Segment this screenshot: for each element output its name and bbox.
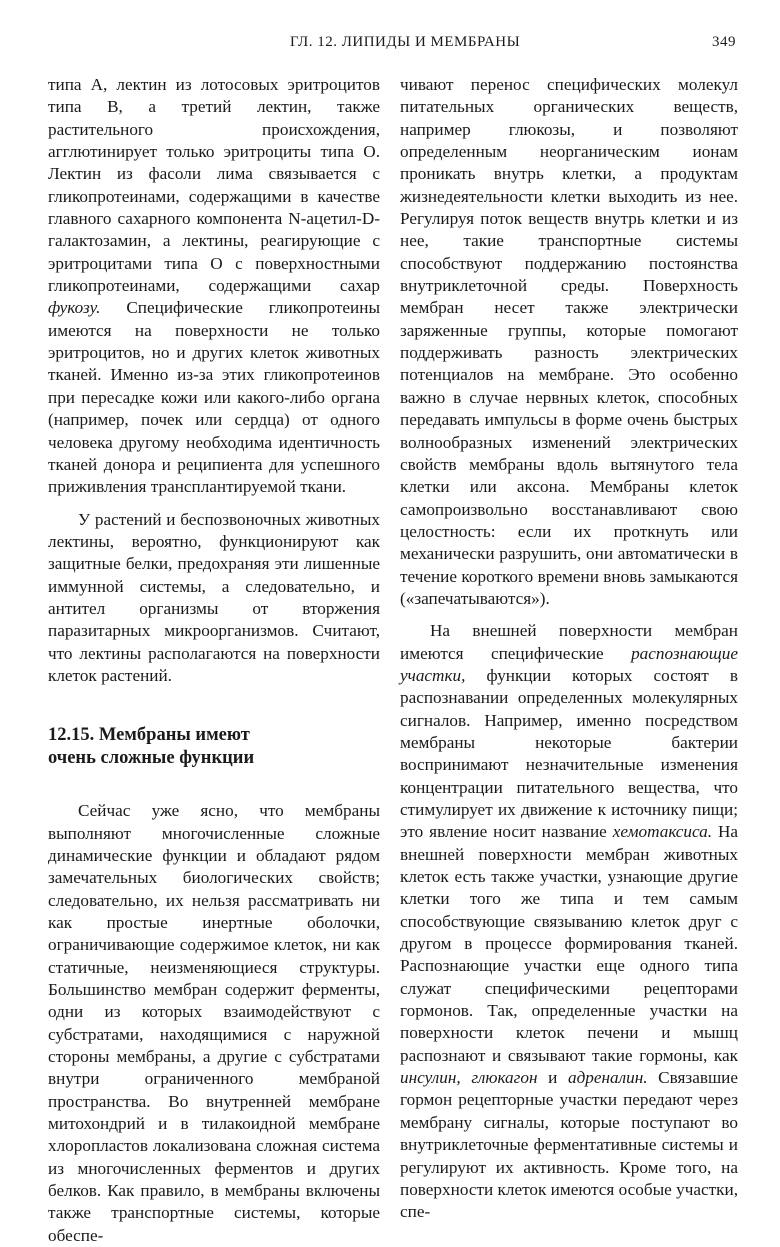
emphasis-hormones: инсулин, глюкагон [400, 1068, 538, 1088]
text-run: и [537, 1068, 568, 1088]
text-run: На внешней поверхности мембран животных клеток есть также участки, узнающие другие клетки того же типа и тем самым способствующие связыванию клеток друг с другом в процессе формирования тканей. Распознающие участки еще одного типа служат специфическими рецепторами гормонов. Так, определенные участки на поверхности клеток печени и мышц распознают и связывают такие гормоны, как [400, 822, 739, 1065]
text-run: функции которых состоят в распознавании определенных молекулярных сигналов. Например, именно посредством мембраны некоторые бактерии воспринимают незначительные изменения концентрации питательного вещества, что стимулирует их движение к источнику пищи; это явление носит название [400, 665, 738, 842]
left-column [48, 74, 380, 1247]
section-heading-line: 12.15. Мембраны имеют [48, 725, 250, 746]
text-run: Специфические гликопротеины имеются на поверхности не только эритроцитов, но и других клеток животных тканей. Именно из-за этих гликопротеинов при пересадке кожи или какого-либо органа (например, почек или сердца) от одного человека другому необходима идентичность тканей донора и реципиента для успешного приживления трансплантируемой ткани. [48, 298, 380, 497]
paragraph [400, 620, 738, 1223]
paragraph [48, 74, 380, 499]
page-header [48, 34, 736, 56]
text-run: На внешней поверхности мембран имеются специфические [400, 621, 738, 663]
emphasis-fucose: фукозу. [48, 298, 101, 318]
right-column [400, 74, 738, 1224]
text-run: Связавшие гормон рецепторные участки передают через мембрану сигналы, которые поступают во внутриклеточные ферментативные системы и регулируют их активность. Кроме того, на поверхности клеток имеются особые участки, спе- [400, 1068, 739, 1222]
emphasis-chemotaxis: хемотаксиса. [612, 822, 713, 842]
paragraph: Сейчас уже ясно, что мембраны выполняют многочисленные сложные динамические функции и обладают рядом замечательных биологических свойств; следовательно, их нельзя рассматривать ни как простые инертные оболочки, ограничивающие содержимое клеток, ни как статичные, неизменяющиеся структуры. Большинство мембран содержит ферменты, одни из которых взаимодействуют с субстратами, находящимися с наружной стороны мембраны, а другие с субстратами внутри ограниченного мембраной пространства. Во внутренней мембране митохондрий и в тилакоидной мембране хлоропластов локализована сложная система из многочисленных ферментов и других белков. Как правило, в мембраны включены также транспортные системы, которые обеспе- [48, 801, 380, 1245]
emphasis-adrenaline: адреналин. [567, 1068, 648, 1088]
section-heading-line: очень сложные функции [48, 748, 255, 769]
paragraph: чивают перенос специфических молекул питательных органических веществ, например глюкозы, и позволяют определенным неорганическим ионам проникать внутрь клетки, а продуктам жизнедеятельности клетки выходить из нее. Регулируя поток веществ внутрь клетки и из нее, такие транспортные системы способствуют поддержанию постоянства внутриклеточной среды. Поверхность мембран несет также электрически заряженные группы, которые помогают поддерживать разность электрических потенциалов на мембране. Это особенно важно в случае нервных клеток, способных передавать импульсы в форме очень быстрых волнообразных изменений электрических свойств мембраны вдоль вытянутого тела клетки или аксона. Мембраны клеток самопроизвольно восстанавливают свою целостность: если их проткнуть или механически разрушить, они автоматически в течение короткого времени вновь замыкаются («запечатываются»). [400, 75, 738, 608]
paragraph: У растений и беспозвоночных животных лектины, вероятно, функционируют как защитные белки, предохраняя эти лишенные иммунной системы, а следовательно, и антител организмы от вторжения паразитарных микроорганизмов. Считают, что лектины располагаются на поверхности клеток растений. [48, 509, 380, 685]
page-number: 349 [712, 34, 736, 50]
section-heading [48, 724, 380, 770]
text-run: типа А, лектин из лотосовых эритроцитов типа В, а третий лектин, также растительного происхождения, агглютинирует только эритроциты типа О. Лектин из фасоли лима связывается с гликопротеинами, содержащими в качестве главного сахарного компонента N-ацетил-D-галактозамин, а лектины, реагирующие с эритроцитами типа О с поверхностными гликопротеинами, содержащими сахар [48, 75, 380, 296]
running-head: ГЛ. 12. ЛИПИДЫ И МЕМБРАНЫ [290, 34, 521, 50]
emphasis-recognition-sites: распознающие участки, [400, 643, 738, 685]
